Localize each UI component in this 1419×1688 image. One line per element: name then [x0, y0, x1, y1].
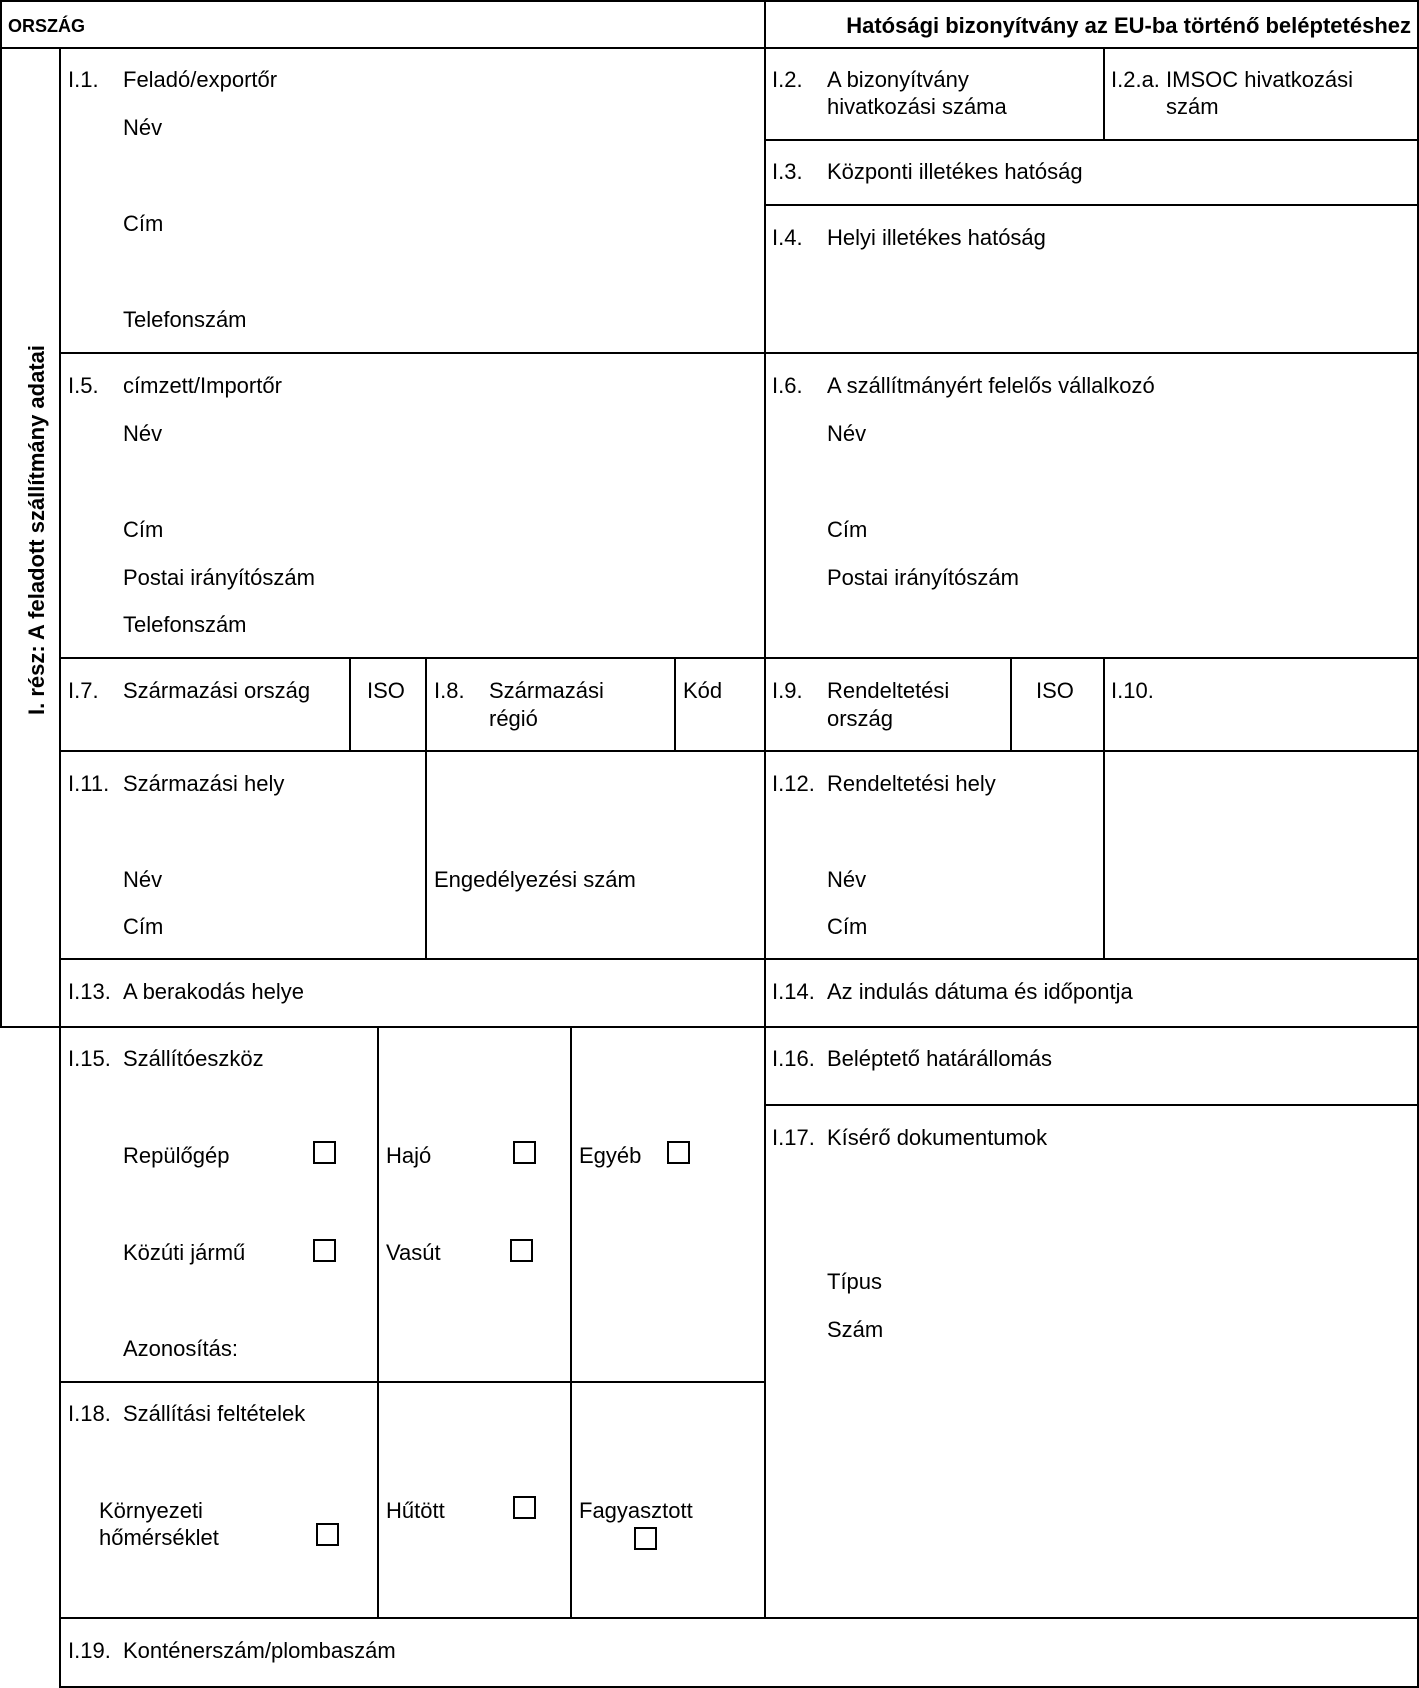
- line-i8-divider: [425, 657, 427, 959]
- i6-label: A szállítmányért felelős vállalkozó: [827, 373, 1155, 398]
- line-i8-code-divider: [674, 657, 676, 751]
- i15-rail-label: Vasút: [386, 1240, 441, 1265]
- header-country: ORSZÁG: [8, 16, 86, 36]
- i13-num: I.13.: [68, 979, 111, 1004]
- line-i15-bottom: [59, 1381, 765, 1383]
- i6-address: Cím: [827, 517, 868, 542]
- i5-address: Cím: [123, 517, 164, 542]
- i15-other-label: Egyéb: [579, 1143, 642, 1168]
- i3-num: I.3.: [772, 159, 803, 184]
- i12-name: Név: [827, 867, 867, 892]
- i8-code: Kód: [683, 678, 723, 703]
- i6-postcode: Postai irányítószám: [827, 565, 1019, 590]
- i9-num: I.9.: [772, 678, 803, 703]
- i8-num: I.8.: [434, 678, 465, 703]
- i15-airplane-checkbox[interactable]: [313, 1141, 336, 1164]
- line-i15-col1: [377, 1026, 379, 1618]
- i16-num: I.16.: [772, 1046, 815, 1071]
- i12-address: Cím: [827, 914, 868, 939]
- border-top: [0, 0, 1419, 2]
- i17-num: I.17.: [772, 1125, 815, 1150]
- i15-ship-label: Hajó: [386, 1143, 432, 1168]
- border-left-step: [0, 1026, 60, 1028]
- i7-iso: ISO: [367, 678, 405, 703]
- i18-ambient-checkbox[interactable]: [316, 1523, 339, 1546]
- i9-iso: ISO: [1036, 678, 1074, 703]
- i8-label-2: régió: [489, 706, 538, 731]
- i18-chilled-label: Hűtött: [386, 1498, 445, 1523]
- i9-label-1: Rendeltetési: [827, 678, 950, 703]
- line-row5-bottom: [59, 1026, 1419, 1028]
- i18-chilled-checkbox[interactable]: [513, 1496, 536, 1519]
- i1-phone: Telefonszám: [123, 307, 247, 332]
- i10-num: I.10.: [1111, 678, 1154, 703]
- header-title: Hatósági bizonyítvány az EU-ba történő beléptetéshez: [846, 13, 1411, 38]
- i15-identification: Azonosítás:: [123, 1336, 238, 1361]
- i17-number: Szám: [827, 1317, 884, 1342]
- line-i16-bottom: [764, 1104, 1419, 1106]
- i9-label-2: ország: [827, 706, 894, 731]
- line-row3-bottom: [59, 750, 1419, 752]
- line-row2-bottom: [59, 657, 1419, 659]
- i15-road-label: Közúti jármű: [123, 1240, 246, 1265]
- i6-num: I.6.: [772, 373, 803, 398]
- i4-label: Helyi illetékes hatóság: [827, 225, 1046, 250]
- line-i9-iso-divider: [1010, 657, 1012, 751]
- i13-label: A berakodás helye: [123, 979, 305, 1004]
- i15-ship-checkbox[interactable]: [513, 1141, 536, 1164]
- i17-label: Kísérő dokumentumok: [827, 1125, 1048, 1150]
- i5-phone: Telefonszám: [123, 612, 247, 637]
- i11-address: Cím: [123, 914, 164, 939]
- i11-approval: Engedélyezési szám: [434, 867, 636, 892]
- line-header-divider: [764, 0, 766, 1618]
- i2-label-1: A bizonyítvány: [827, 67, 969, 92]
- i1-label: Feladó/exportőr: [123, 67, 278, 92]
- border-left-top: [0, 0, 2, 1027]
- i5-label: címzett/Importőr: [123, 373, 282, 398]
- line-i7-iso-divider: [349, 657, 351, 751]
- i5-name: Név: [123, 421, 163, 446]
- i8-label-1: Származási: [489, 678, 604, 703]
- line-i2-divider: [1103, 47, 1105, 140]
- i7-num: I.7.: [68, 678, 99, 703]
- i6-name: Név: [827, 421, 867, 446]
- line-i18-bottom: [59, 1617, 1419, 1619]
- line-row1-bottom: [59, 352, 1419, 354]
- i5-postcode: Postai irányítószám: [123, 565, 315, 590]
- i18-frozen-label: Fagyasztott: [579, 1498, 693, 1523]
- i18-frozen-checkbox[interactable]: [634, 1527, 657, 1550]
- i15-road-checkbox[interactable]: [313, 1239, 336, 1262]
- i15-other-checkbox[interactable]: [667, 1141, 690, 1164]
- i12-label: Rendeltetési hely: [827, 771, 996, 796]
- i14-num: I.14.: [772, 979, 815, 1004]
- i16-label: Beléptető határállomás: [827, 1046, 1053, 1071]
- i5-num: I.5.: [68, 373, 99, 398]
- line-i15-col2: [570, 1026, 572, 1618]
- i18-ambient-label-1: Környezeti: [99, 1498, 203, 1523]
- line-row4-bottom: [59, 958, 1419, 960]
- i7-label: Származási ország: [123, 678, 311, 703]
- i17-type: Típus: [827, 1269, 883, 1294]
- inner-left-line: [59, 47, 61, 1688]
- i2a-label-2: szám: [1166, 94, 1219, 119]
- i19-num: I.19.: [68, 1638, 111, 1663]
- i18-ambient-label-2: hőmérséklet: [99, 1525, 219, 1550]
- i4-num: I.4.: [772, 225, 803, 250]
- line-i2-bottom: [764, 139, 1419, 141]
- i11-num: I.11.: [68, 771, 110, 796]
- line-i3-bottom: [764, 204, 1419, 206]
- line-header-bottom: [0, 47, 1419, 49]
- i18-num: I.18.: [68, 1401, 111, 1426]
- i15-rail-checkbox[interactable]: [510, 1239, 533, 1262]
- i2-num: I.2.: [772, 67, 803, 92]
- part-label: I. rész: A feladott szállítmány adatai: [24, 344, 49, 716]
- i3-label: Központi illetékes hatóság: [827, 159, 1083, 184]
- i15-airplane-label: Repülőgép: [123, 1143, 230, 1168]
- i2a-label-1: IMSOC hivatkozási: [1166, 67, 1354, 92]
- i15-label: Szállítóeszköz: [123, 1046, 264, 1071]
- line-i10-divider: [1103, 657, 1105, 959]
- i11-name: Név: [123, 867, 163, 892]
- i2-label-2: hivatkozási száma: [827, 94, 1007, 119]
- i1-num: I.1.: [68, 67, 99, 92]
- i1-name: Név: [123, 115, 163, 140]
- i11-label: Származási hely: [123, 771, 285, 796]
- i1-address: Cím: [123, 211, 164, 236]
- i18-label: Szállítási feltételek: [123, 1401, 306, 1426]
- i19-label: Konténerszám/plombaszám: [123, 1638, 396, 1663]
- i2a-num: I.2.a.: [1111, 67, 1160, 92]
- i15-num: I.15.: [68, 1046, 111, 1071]
- i12-num: I.12.: [772, 771, 815, 796]
- i14-label: Az indulás dátuma és időpontja: [827, 979, 1133, 1004]
